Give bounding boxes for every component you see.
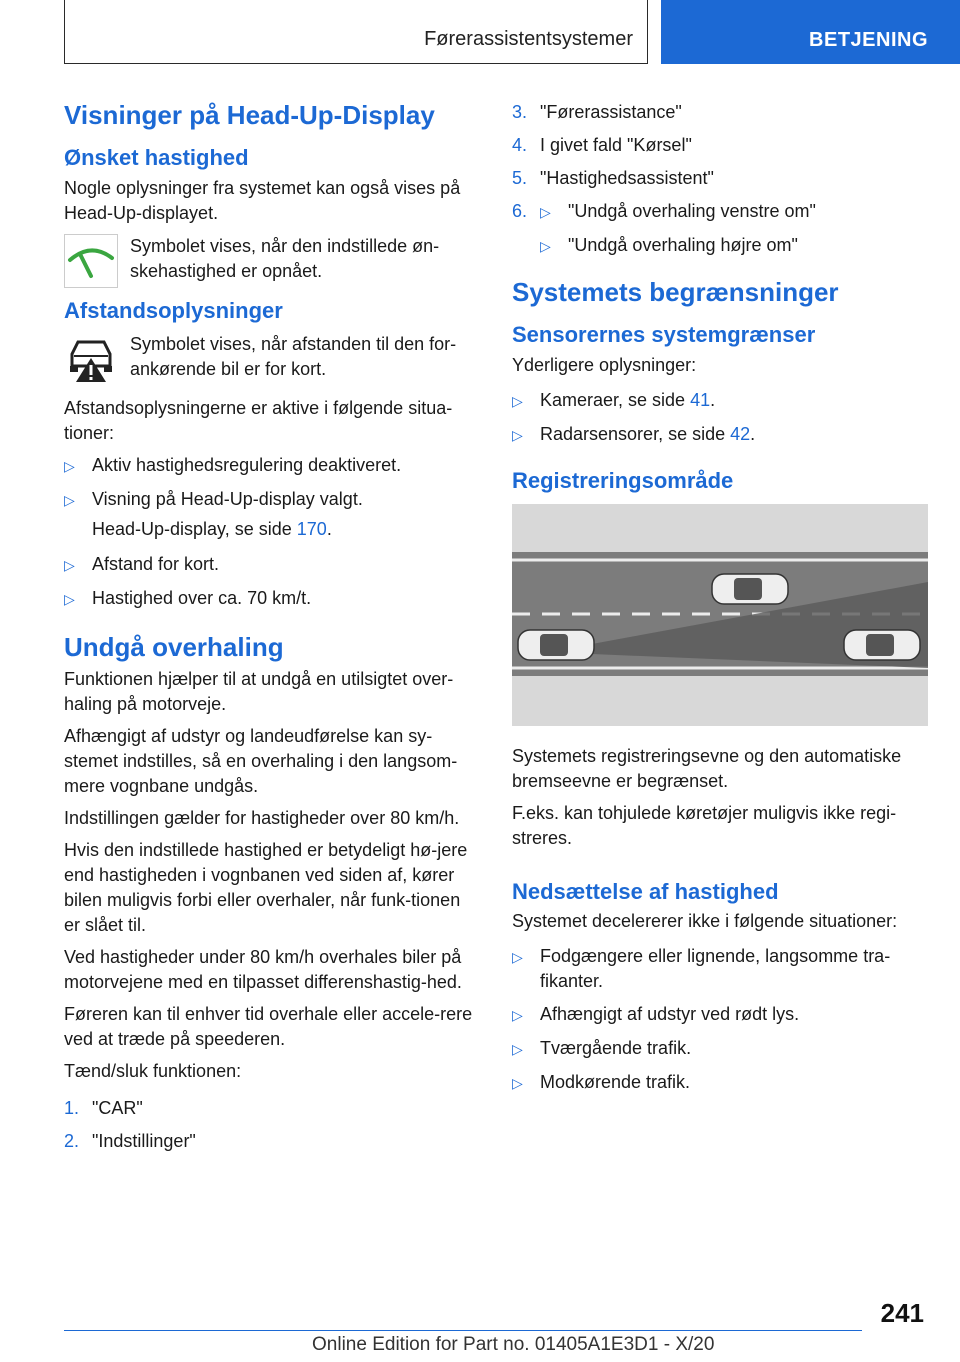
- car-icon: [712, 574, 788, 604]
- list-item: 5. "Hastighedsassistent": [512, 168, 714, 188]
- list-item: ▷ "Undgå overhaling højre om": [512, 233, 930, 259]
- page-link-42[interactable]: 42: [730, 423, 751, 444]
- car-icon: [844, 630, 920, 660]
- paragraph-reduction-intro: Systemet decelererer ikke i følgende situationer:: [512, 911, 898, 932]
- list-item: ▷ Modkørende trafik.: [512, 1070, 930, 1096]
- list-item: ▷ Hastighed over ca. 70 km/t.: [64, 586, 478, 612]
- distance-conditions-list: [64, 453, 478, 513]
- distance-symbol-description: Symbolet vises, når afstanden til den for-ankørende bil er for kort.: [130, 333, 457, 379]
- distance-conditions-list-cont: [64, 552, 478, 612]
- footer-divider: [64, 1330, 862, 1331]
- paragraph: Systemets registreringsevne og den automatiske bremseevne er begrænset.: [512, 745, 902, 791]
- footer-edition: Online Edition for Part no. 01405A1E3D1 - X/20: [312, 1334, 715, 1355]
- page-link-41[interactable]: 41: [690, 389, 711, 410]
- reduction-situations-list: [512, 944, 930, 1096]
- heading-desired-speed: Ønsket hastighed: [64, 145, 249, 171]
- heading-distance-info: Afstandsoplysninger: [64, 297, 283, 323]
- detection-range-illustration: [512, 504, 928, 726]
- bullet-triangle-icon: ▷: [512, 426, 523, 443]
- paragraph-more-info: Yderligere oplysninger:: [512, 354, 697, 375]
- heading-speed-reduction: Nedsættelse af hastighed: [512, 878, 779, 904]
- distance-symbol-row: [64, 332, 478, 386]
- heading-sensor-limits: Sensorernes systemgrænser: [512, 322, 816, 348]
- heading-system-limits: Systemets begrænsninger: [512, 277, 839, 307]
- bullet-triangle-icon: ▷: [540, 238, 551, 254]
- bullet-triangle-icon: ▷: [64, 491, 75, 508]
- paragraph: Ved hastigheder under 80 km/h overhales biler på motorvejene med en tilpasset differenshastig-hed.: [64, 947, 462, 993]
- sensor-refs-list: [512, 388, 930, 448]
- list-item: ▷ Afstand for kort.: [64, 552, 478, 578]
- bullet-triangle-icon: ▷: [512, 949, 523, 966]
- hud-page-reference: Head-Up-display, se side 170.: [92, 518, 332, 539]
- bullet-triangle-icon: ▷: [512, 1041, 523, 1058]
- header-section-tab: [64, 0, 648, 64]
- list-item: ▷ Tværgående trafik.: [512, 1036, 930, 1062]
- paragraph: Hvis den indstillede hastighed er betydeligt hø-jere end hastigheden i vognbanen ved siden af, kører bilen muligvis forbi eller overhaler, når funk-tionen er slået til.: [64, 840, 468, 936]
- list-item: ▷ Visning på Head-Up-display valgt.: [64, 487, 478, 513]
- list-item: 1. "CAR": [64, 1098, 143, 1119]
- page-link-170[interactable]: 170: [296, 518, 327, 539]
- toggle-steps-list-cont: [512, 100, 930, 259]
- right-column: [512, 100, 930, 1104]
- list-item: ▷ Afhængigt af udstyr ved rødt lys.: [512, 1002, 930, 1028]
- list-item: 3. "Førerassistance": [512, 102, 682, 122]
- bullet-triangle-icon: ▷: [64, 556, 75, 573]
- page-number: 241: [880, 1298, 924, 1328]
- speed-symbol-description: Symbolet vises, når den indstillede øn-skehastighed er opnået.: [130, 235, 440, 281]
- heading-hud-displays: Visninger på Head-Up-Display: [64, 100, 435, 130]
- paragraph: Tænd/sluk funktionen:: [64, 1061, 242, 1082]
- bullet-triangle-icon: ▷: [64, 590, 75, 607]
- list-item: ▷ Fodgængere eller lignende, langsomme tra-fikanter.: [512, 944, 930, 994]
- paragraph: Afhængigt af udstyr og landeudførelse kan sy-stemet indstilles, så en overhaling i den langsom-mere vognbane undgås.: [64, 726, 458, 797]
- bullet-triangle-icon: ▷: [512, 392, 523, 409]
- bullet-triangle-icon: ▷: [512, 1075, 523, 1092]
- paragraph: Indstillingen gælder for hastigheder over 80 km/h.: [64, 808, 460, 829]
- paragraph: F.eks. kan tohjulede køretøjer muligvis ikke regi-streres.: [512, 802, 897, 848]
- list-item: ▷ Kameraer, se side 41.: [512, 388, 930, 414]
- list-item: ▷ Radarsensorer, se side 42.: [512, 422, 930, 448]
- target-speed-icon: [64, 234, 118, 288]
- speed-symbol-row: [64, 234, 478, 288]
- car-icon: [518, 630, 594, 660]
- list-item: 2. "Indstillinger": [64, 1131, 196, 1152]
- bullet-triangle-icon: ▷: [540, 204, 551, 220]
- heading-avoid-overtaking: Undgå overhaling: [64, 631, 284, 662]
- paragraph: Føreren kan til enhver tid overhale eller accele-rere ved at træde på speederen.: [64, 1004, 473, 1050]
- header-chapter-title: BETJENING: [809, 29, 928, 51]
- left-column: [64, 100, 478, 1162]
- paragraph-speed-intro: Nogle oplysninger fra systemet kan også vises på Head-Up-displayet.: [64, 177, 461, 223]
- toggle-steps-list: [64, 1096, 478, 1154]
- list-item: 6. ▷ "Undgå overhaling venstre om": [512, 199, 930, 225]
- paragraph-distance-active: Afstandsoplysningerne er aktive i følgende situa-tioner:: [64, 397, 453, 443]
- bullet-triangle-icon: ▷: [512, 1007, 523, 1024]
- list-item: ▷ Aktiv hastighedsregulering deaktiveret.: [64, 453, 478, 479]
- header-chapter-tab: [661, 0, 960, 64]
- distance-warning-icon: [64, 332, 118, 386]
- bullet-triangle-icon: ▷: [64, 457, 75, 474]
- paragraph: Funktionen hjælper til at undgå en utilsigtet over-haling på motorveje.: [64, 669, 454, 715]
- header-section-title: Førerassistentsystemer: [424, 28, 633, 50]
- list-item: 4. I givet fald "Kørsel": [512, 135, 692, 155]
- heading-detection-range: Registreringsområde: [512, 467, 734, 493]
